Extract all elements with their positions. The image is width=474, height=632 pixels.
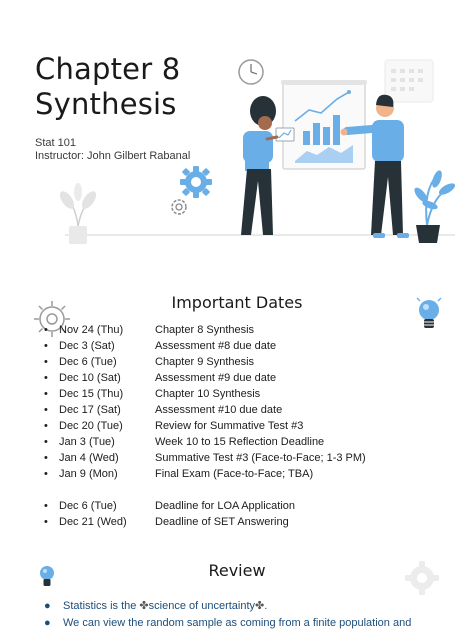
small-gear-icon: [168, 196, 190, 218]
title-line-1: Chapter 8: [35, 52, 181, 86]
sparkle-icon: ✤: [255, 600, 265, 612]
date-label: Dec 3 (Sat): [59, 340, 115, 352]
lightbulb-icon: [413, 296, 445, 336]
event-label: Chapter 8 Synthesis: [155, 324, 255, 336]
event-label: Assessment #8 due date: [155, 340, 277, 352]
important-dates-heading: Important Dates: [171, 293, 303, 312]
review-heading: Review: [208, 561, 266, 580]
bullet-icon: ●: [44, 600, 51, 612]
event-label: Review for Summative Test #3: [155, 420, 304, 432]
event-label: Summative Test #3 (Face-to-Face; 1-3 PM): [155, 452, 366, 464]
bullet-icon: •: [44, 372, 48, 384]
review-text-end: .: [264, 600, 268, 612]
date-label: Dec 20 (Tue): [59, 420, 123, 432]
bullet-icon: •: [44, 340, 48, 352]
review-text: Statistics is the: [63, 600, 140, 612]
date-label: Dec 6 (Tue): [59, 356, 117, 368]
date-label: Jan 4 (Wed): [59, 452, 119, 464]
gear-faded-icon: [402, 558, 442, 598]
chart-board-icon: [281, 80, 367, 169]
date-label: Dec 15 (Thu): [59, 388, 124, 400]
date-label: Jan 3 (Tue): [59, 436, 115, 448]
gear-icon: [178, 164, 214, 200]
date-label: Dec 10 (Sat): [59, 372, 121, 384]
bullet-icon: •: [44, 420, 48, 432]
bullet-icon: •: [44, 404, 48, 416]
review-line-2: We can view the random sample as coming from a finite population and: [63, 617, 412, 629]
bullet-icon: •: [44, 452, 48, 464]
date-label: Jan 9 (Mon): [59, 468, 118, 480]
date-label: Dec 21 (Wed): [59, 516, 127, 528]
clock-icon: [239, 60, 263, 84]
review-line-1: [63, 598, 267, 615]
sparkle-icon: ✤: [139, 600, 149, 612]
event-label: Deadline of SET Answering: [155, 516, 289, 528]
lightbulb-small-icon: [36, 563, 58, 591]
plant-icon-left: [58, 178, 98, 248]
event-label: Final Exam (Face-to-Face; TBA): [155, 468, 314, 480]
event-label: Chapter 9 Synthesis: [155, 356, 255, 368]
presentation-illustration: [55, 55, 455, 255]
event-label: Assessment #10 due date: [155, 404, 283, 416]
bullet-icon: •: [44, 356, 48, 368]
bullet-icon: •: [44, 324, 48, 336]
course-code: Stat 101: [35, 137, 76, 149]
bullet-icon: •: [44, 388, 48, 400]
bullet-icon: •: [44, 468, 48, 480]
instructor-name: Instructor: John Gilbert Rabanal: [35, 150, 191, 162]
event-label: Chapter 10 Synthesis: [155, 388, 261, 400]
event-label: Assessment #9 due date: [155, 372, 277, 384]
bullet-icon: ●: [44, 617, 51, 629]
event-label: Week 10 to 15 Reflection Deadline: [155, 436, 325, 448]
date-label: Nov 24 (Thu): [59, 324, 124, 336]
date-label: Dec 6 (Tue): [59, 500, 117, 512]
title-line-2: Synthesis: [35, 87, 177, 121]
plant-icon-right: [412, 169, 455, 243]
event-label: Deadline for LOA Application: [155, 500, 296, 512]
date-label: Dec 17 (Sat): [59, 404, 121, 416]
review-phrase: science of uncertainty: [148, 600, 256, 612]
bullet-icon: •: [44, 436, 48, 448]
bullet-icon: •: [44, 516, 48, 528]
calendar-icon: [385, 60, 433, 102]
bullet-icon: •: [44, 500, 48, 512]
